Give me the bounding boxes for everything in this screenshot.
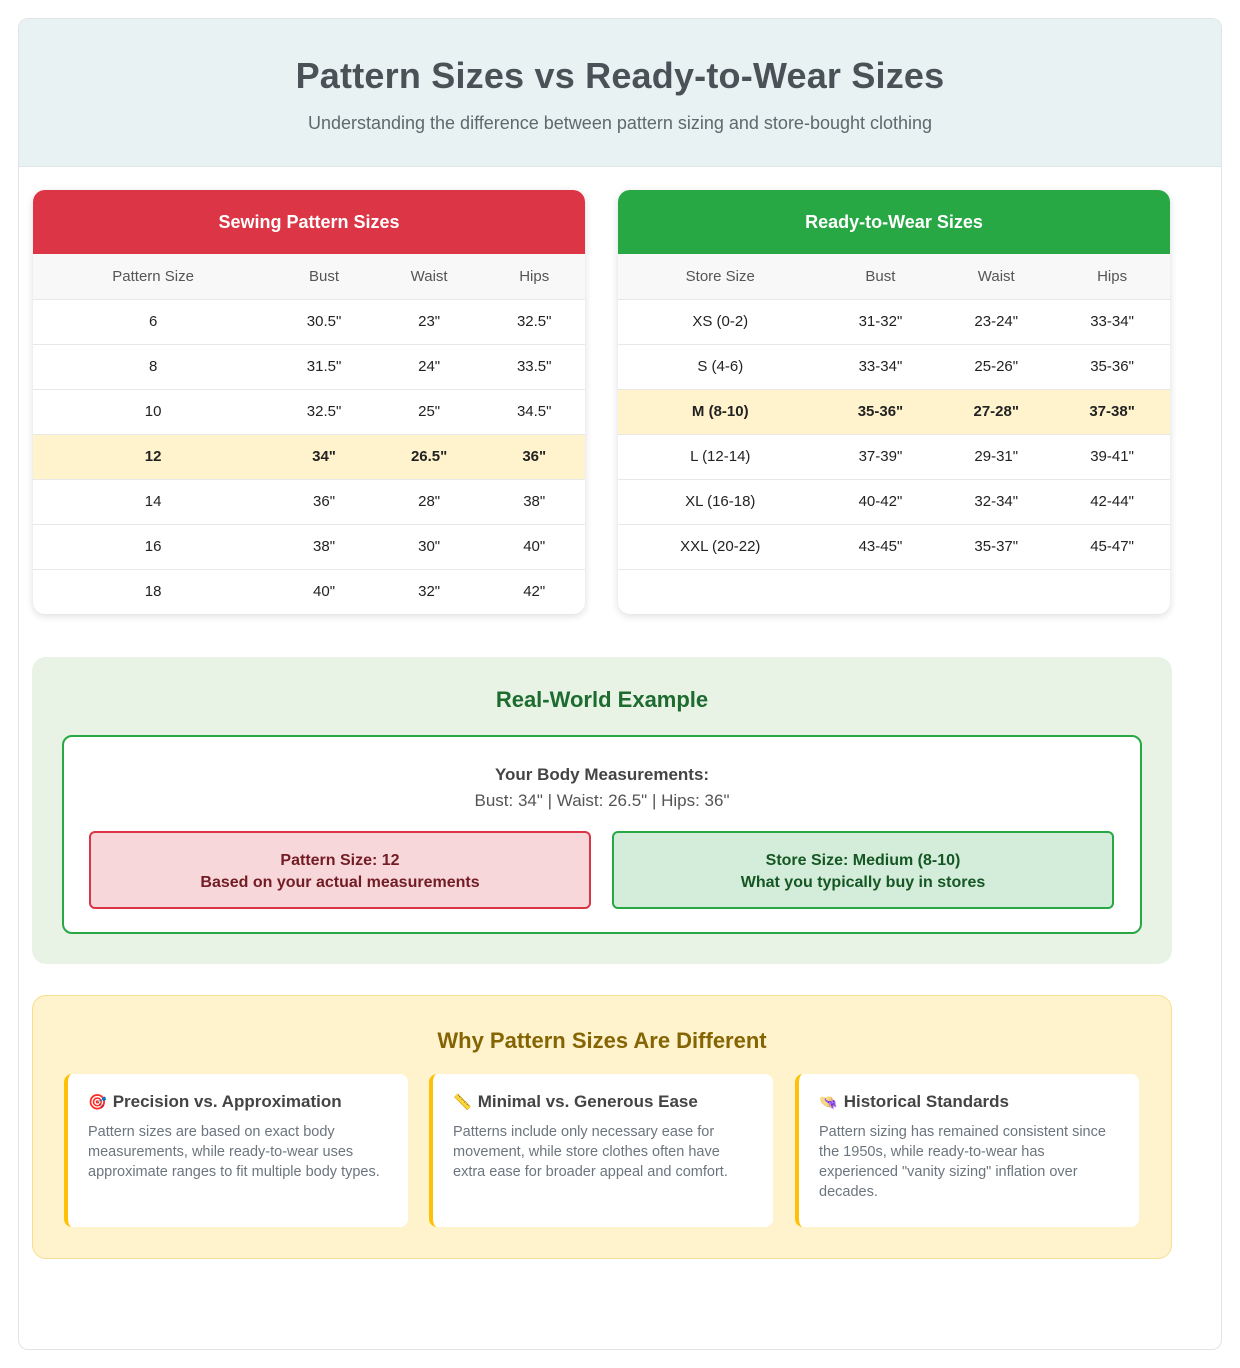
table-cell: 32-34" (938, 479, 1054, 524)
table-cell: XL (16-18) (618, 479, 823, 524)
table-row (33, 389, 585, 434)
column-header: Hips (1054, 254, 1170, 299)
table-cell: 25-26" (938, 344, 1054, 389)
reason-text: Pattern sizes are based on exact body measurements, while ready-to-wear uses approximate ranges to fit multiple body types. (88, 1124, 380, 1180)
table-row (618, 524, 1170, 569)
table-cell: 6 (33, 299, 273, 344)
page-title: Pattern Sizes vs Ready-to-Wear Sizes (295, 55, 945, 96)
table-cell: 33-34" (1054, 299, 1170, 344)
table-cell: XS (0-2) (618, 299, 823, 344)
table-cell: 40" (483, 524, 585, 569)
pattern-table-title: Sewing Pattern Sizes (33, 190, 585, 254)
table-row (33, 479, 585, 524)
table-row (618, 344, 1170, 389)
column-header: Waist (938, 254, 1054, 299)
table-cell: 38" (483, 479, 585, 524)
page-header (19, 19, 1221, 167)
table-cell: 33.5" (483, 344, 585, 389)
table-row (618, 299, 1170, 344)
table-cell: M (8-10) (618, 389, 823, 434)
table-cell: 14 (33, 479, 273, 524)
table-row (33, 299, 585, 344)
table-cell: 34" (273, 434, 375, 479)
table-row (33, 344, 585, 389)
store-size-result (612, 831, 1114, 909)
example-title: Real-World Example (495, 687, 709, 712)
pattern-size-label: Pattern Size: 12 (280, 852, 400, 869)
column-header: Store Size (618, 254, 823, 299)
table-cell: 32.5" (483, 299, 585, 344)
table-cell: 31-32" (823, 299, 939, 344)
example-box (62, 735, 1142, 934)
reason-card-historical (795, 1074, 1139, 1227)
table-cell: L (12-14) (618, 434, 823, 479)
reason-text: Patterns include only necessary ease for movement, while store clothes often have extra ease for broader appeal and comfort. (453, 1124, 728, 1180)
column-header: Bust (273, 254, 375, 299)
table-cell: 23" (375, 299, 484, 344)
table-cell: 27-28" (938, 389, 1054, 434)
table-cell: 30" (375, 524, 484, 569)
table-cell: 43-45" (823, 524, 939, 569)
table-cell: 35-36" (823, 389, 939, 434)
table-cell: 45-47" (1054, 524, 1170, 569)
body-measurements (64, 765, 1140, 811)
reason-title: Precision vs. Approximation (112, 1092, 342, 1111)
table-row (33, 524, 585, 569)
table-cell: 10 (33, 389, 273, 434)
table-row (33, 569, 585, 614)
table-cell: 25" (375, 389, 484, 434)
pattern-size-result (89, 831, 591, 909)
table-row (618, 479, 1170, 524)
store-table-title: Ready-to-Wear Sizes (618, 190, 1170, 254)
measurements-label: Your Body Measurements: (494, 765, 710, 784)
table-cell: 36" (483, 434, 585, 479)
store-size-note: What you typically buy in stores (740, 874, 986, 891)
pattern-size-note: Based on your actual measurements (200, 874, 480, 891)
measurements-values: Bust: 34" | Waist: 26.5" | Hips: 36" (474, 791, 730, 810)
table-cell: 34.5" (483, 389, 585, 434)
ruler-icon: 📏 (453, 1094, 472, 1111)
reason-title: Minimal vs. Generous Ease (477, 1092, 698, 1111)
table-cell: 32.5" (273, 389, 375, 434)
table-cell: 31.5" (273, 344, 375, 389)
table-cell: 24" (375, 344, 484, 389)
table-cell: 39-41" (1054, 434, 1170, 479)
table-cell: 23-24" (938, 299, 1054, 344)
table-row (618, 389, 1170, 434)
table-cell: 33-34" (823, 344, 939, 389)
store-size-table-card (618, 190, 1170, 614)
table-cell: 35-37" (938, 524, 1054, 569)
table-cell: 42-44" (1054, 479, 1170, 524)
table-cell: 32" (375, 569, 484, 614)
table-cell: 28" (375, 479, 484, 524)
table-row (33, 434, 585, 479)
table-cell: 37-39" (823, 434, 939, 479)
reason-title: Historical Standards (843, 1092, 1010, 1111)
table-cell: 42" (483, 569, 585, 614)
column-header: Bust (823, 254, 939, 299)
table-cell: 38" (273, 524, 375, 569)
reason-card-ease (429, 1074, 773, 1227)
page-subtitle: Understanding the difference between pattern sizing and store-bought clothing (307, 113, 933, 133)
column-header: Pattern Size (33, 254, 273, 299)
table-cell: 36" (273, 479, 375, 524)
reason-card-precision (64, 1074, 408, 1227)
table-cell: 26.5" (375, 434, 484, 479)
hat-icon: 👒 (819, 1094, 838, 1111)
table-cell: 12 (33, 434, 273, 479)
pattern-size-table (33, 254, 585, 614)
table-cell: 37-38" (1054, 389, 1170, 434)
store-size-label: Store Size: Medium (8-10) (765, 852, 961, 869)
table-cell: 40" (273, 569, 375, 614)
column-header: Waist (375, 254, 484, 299)
target-icon: 🎯 (88, 1094, 107, 1111)
table-cell: 16 (33, 524, 273, 569)
real-world-example-section (32, 657, 1172, 964)
store-size-table (618, 254, 1170, 570)
table-row (618, 434, 1170, 479)
table-cell: XXL (20-22) (618, 524, 823, 569)
table-cell: 29-31" (938, 434, 1054, 479)
why-title: Why Pattern Sizes Are Different (437, 1028, 767, 1053)
pattern-size-table-card (33, 190, 585, 614)
table-cell: 8 (33, 344, 273, 389)
table-cell: S (4-6) (618, 344, 823, 389)
table-cell: 35-36" (1054, 344, 1170, 389)
column-header: Hips (483, 254, 585, 299)
why-different-section (32, 995, 1172, 1259)
table-cell: 18 (33, 569, 273, 614)
reason-text: Pattern sizing has remained consistent since the 1950s, while ready-to-wear has experienced "vanity sizing" inflation over decades. (819, 1124, 1106, 1200)
table-cell: 40-42" (823, 479, 939, 524)
table-cell: 30.5" (273, 299, 375, 344)
